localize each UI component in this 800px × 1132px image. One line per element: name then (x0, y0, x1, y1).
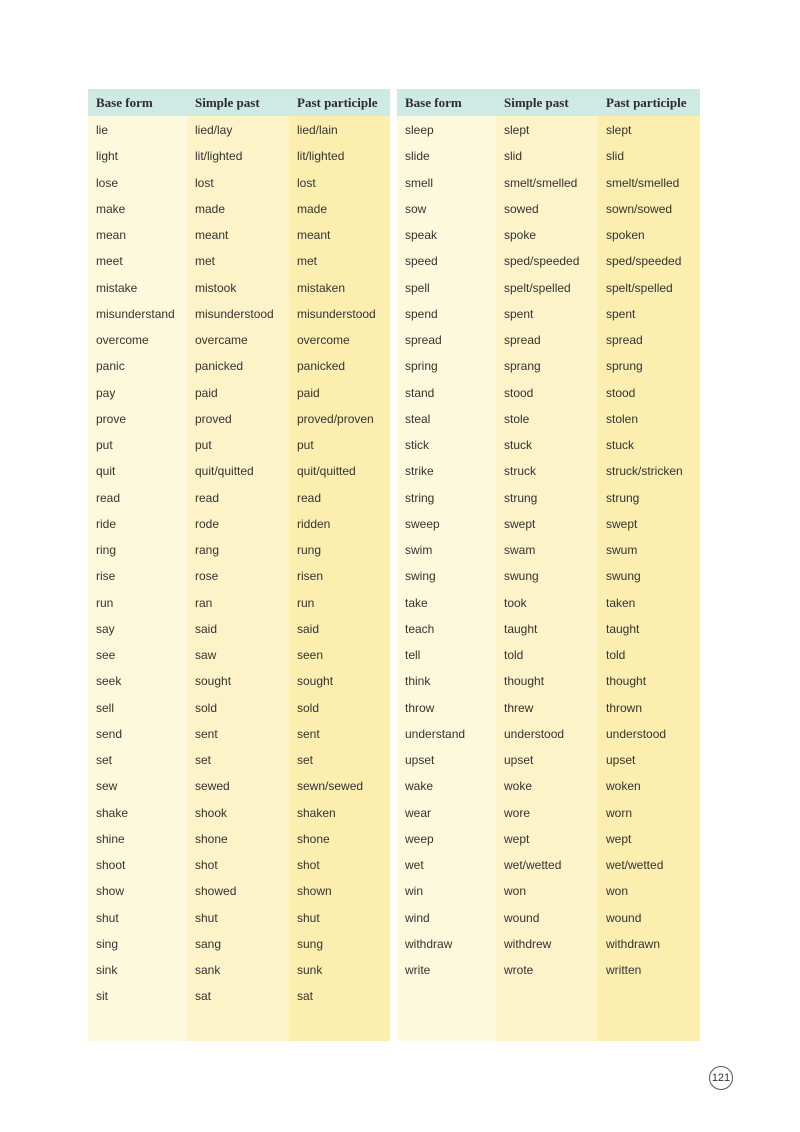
past-participle-cell: wet/wetted (606, 858, 664, 873)
table-row (88, 983, 390, 1009)
table-row (397, 931, 700, 957)
simple-past-cell: wore (504, 805, 531, 820)
past-participle-cell: slid (606, 149, 625, 164)
base-form-cell: shine (96, 831, 125, 846)
past-participle-cell: sped/speeded (606, 254, 682, 269)
base-form-cell: ride (96, 516, 117, 531)
verb-table-left (88, 89, 390, 1041)
table-row (88, 695, 390, 721)
simple-past-cell: sped/speeded (504, 254, 580, 269)
table-row (397, 485, 700, 511)
past-participle-cell: sat (297, 989, 314, 1004)
base-form-cell: teach (405, 621, 435, 636)
table-row (397, 432, 700, 458)
table-header (88, 89, 390, 116)
past-participle-cell: told (606, 648, 626, 663)
base-form-cell: pay (96, 385, 116, 400)
past-participle-cell: mistaken (297, 280, 346, 295)
past-participle-cell: shut (297, 910, 320, 925)
table-body (397, 116, 700, 1041)
past-participle-cell: quit/quitted (297, 464, 356, 479)
past-participle-cell: won (606, 884, 629, 899)
base-form-cell: show (96, 884, 125, 899)
past-participle-cell: spent (606, 306, 636, 321)
past-participle-cell: lost (297, 175, 316, 190)
simple-past-cell: sprang (504, 359, 541, 374)
past-participle-cell: sold (297, 700, 320, 715)
simple-past-cell: told (504, 648, 524, 663)
base-form-cell: speed (405, 254, 438, 269)
base-form-cell: write (405, 963, 431, 978)
base-form-cell: overcome (96, 333, 149, 348)
base-form-cell: sink (96, 963, 118, 978)
past-participle-cell: struck/stricken (606, 464, 683, 479)
past-participle-cell: taught (606, 621, 640, 636)
table-row (88, 380, 390, 406)
table-row (397, 380, 700, 406)
base-form-cell: set (96, 753, 113, 768)
simple-past-cell: took (504, 595, 527, 610)
simple-past-cell: spelt/spelled (504, 280, 571, 295)
past-participle-cell: slept (606, 123, 632, 138)
header-simple-past: Simple past (504, 94, 569, 110)
simple-past-cell: mistook (195, 280, 237, 295)
simple-past-cell: thought (504, 674, 545, 689)
table-row (397, 458, 700, 484)
base-form-cell: strike (405, 464, 434, 479)
simple-past-cell: proved (195, 411, 232, 426)
table-row (88, 957, 390, 983)
past-participle-cell: run (297, 595, 315, 610)
simple-past-cell: struck (504, 464, 537, 479)
simple-past-cell: slept (504, 123, 530, 138)
simple-past-cell: showed (195, 884, 237, 899)
header-base-form: Base form (405, 94, 462, 110)
table-row (397, 143, 700, 169)
past-participle-cell: wept (606, 831, 632, 846)
past-participle-cell: met (297, 254, 318, 269)
base-form-cell: wear (405, 805, 432, 820)
base-form-cell: upset (405, 753, 435, 768)
base-form-cell: understand (405, 726, 466, 741)
table-row (88, 852, 390, 878)
past-participle-cell: sown/sowed (606, 201, 673, 216)
table-row (88, 143, 390, 169)
base-form-cell: lose (96, 175, 119, 190)
base-form-cell: meet (96, 254, 123, 269)
table-row (88, 170, 390, 196)
table-row (397, 668, 700, 694)
past-participle-cell: overcome (297, 333, 350, 348)
table-row (397, 747, 700, 773)
simple-past-cell: wrote (504, 963, 534, 978)
simple-past-cell: sat (195, 989, 212, 1004)
base-form-cell: see (96, 648, 116, 663)
base-form-cell: spend (405, 306, 438, 321)
simple-past-cell: stood (504, 385, 534, 400)
base-form-cell: wet (405, 858, 424, 873)
base-form-cell: swim (405, 543, 433, 558)
past-participle-cell: ridden (297, 516, 331, 531)
table-row (88, 458, 390, 484)
past-participle-cell: woken (606, 779, 641, 794)
simple-past-cell: put (195, 438, 212, 453)
simple-past-cell: spread (504, 333, 541, 348)
base-form-cell: seek (96, 674, 122, 689)
simple-past-cell: taught (504, 621, 538, 636)
table-row (397, 852, 700, 878)
base-form-cell: shoot (96, 858, 126, 873)
simple-past-cell: saw (195, 648, 217, 663)
simple-past-cell: rode (195, 516, 220, 531)
table-row (88, 878, 390, 904)
past-participle-cell: taken (606, 595, 636, 610)
table-row (397, 406, 700, 432)
past-participle-cell: spread (606, 333, 643, 348)
base-form-cell: withdraw (405, 936, 453, 951)
table-row (397, 301, 700, 327)
simple-past-cell: slid (504, 149, 523, 164)
base-form-cell: send (96, 726, 123, 741)
table-row (397, 642, 700, 668)
simple-past-cell: stuck (504, 438, 533, 453)
table-row (397, 957, 700, 983)
past-participle-cell: sung (297, 936, 324, 951)
table-row (88, 222, 390, 248)
past-participle-cell: sunk (297, 963, 323, 978)
base-form-cell: make (96, 201, 126, 216)
past-participle-cell: stolen (606, 411, 639, 426)
simple-past-cell: swept (504, 516, 536, 531)
past-participle-cell: wound (606, 910, 642, 925)
base-form-cell: light (96, 149, 119, 164)
simple-past-cell: read (195, 490, 220, 505)
base-form-cell: stand (405, 385, 435, 400)
table-row (88, 301, 390, 327)
table-row (88, 248, 390, 274)
base-form-cell: tell (405, 648, 421, 663)
table-row (88, 721, 390, 747)
simple-past-cell: shone (195, 831, 228, 846)
simple-past-cell: ran (195, 595, 213, 610)
simple-past-cell: sewed (195, 779, 230, 794)
past-participle-cell: sent (297, 726, 320, 741)
simple-past-cell: meant (195, 228, 229, 243)
past-participle-cell: smelt/smelled (606, 175, 680, 190)
table-row (88, 432, 390, 458)
past-participle-cell: panicked (297, 359, 346, 374)
simple-past-cell: lit/lighted (195, 149, 243, 164)
past-participle-cell: shot (297, 858, 320, 873)
base-form-cell: shut (96, 910, 119, 925)
simple-past-cell: sowed (504, 201, 539, 216)
table-row (88, 196, 390, 222)
past-participle-cell: thrown (606, 700, 643, 715)
simple-past-cell: shot (195, 858, 218, 873)
past-participle-cell: stood (606, 385, 636, 400)
table-row (397, 721, 700, 747)
table-row (397, 353, 700, 379)
simple-past-cell: met (195, 254, 216, 269)
table-header (397, 89, 700, 116)
past-participle-cell: put (297, 438, 314, 453)
simple-past-cell: sent (195, 726, 218, 741)
base-form-cell: rise (96, 569, 116, 584)
past-participle-cell: understood (606, 726, 667, 741)
simple-past-cell: shook (195, 805, 228, 820)
table-row (397, 327, 700, 353)
simple-past-cell: swung (504, 569, 539, 584)
table-row (88, 931, 390, 957)
base-form-cell: wind (405, 910, 430, 925)
simple-past-cell: overcame (195, 333, 248, 348)
base-form-cell: sew (96, 779, 118, 794)
simple-past-cell: said (195, 621, 218, 636)
simple-past-cell: rang (195, 543, 220, 558)
past-participle-cell: shone (297, 831, 330, 846)
table-row (397, 117, 700, 143)
base-form-cell: wake (405, 779, 434, 794)
simple-past-cell: won (504, 884, 527, 899)
past-participle-cell: misunderstood (297, 306, 376, 321)
base-form-cell: throw (405, 700, 435, 715)
simple-past-cell: lied/lay (195, 123, 233, 138)
table-row (88, 537, 390, 563)
simple-past-cell: understood (504, 726, 565, 741)
past-participle-cell: stuck (606, 438, 635, 453)
base-form-cell: say (96, 621, 115, 636)
simple-past-cell: panicked (195, 359, 244, 374)
simple-past-cell: sought (195, 674, 232, 689)
simple-past-cell: stole (504, 411, 530, 426)
table-row (88, 275, 390, 301)
table-row (397, 826, 700, 852)
table-row (397, 878, 700, 904)
page-number: 121 (709, 1066, 733, 1090)
past-participle-cell: swept (606, 516, 638, 531)
table-row (88, 406, 390, 432)
base-form-cell: shake (96, 805, 129, 820)
base-form-cell: put (96, 438, 113, 453)
header-base-form: Base form (96, 94, 153, 110)
past-participle-cell: set (297, 753, 314, 768)
past-participle-cell: sought (297, 674, 334, 689)
base-form-cell: steal (405, 411, 431, 426)
base-form-cell: run (96, 595, 114, 610)
past-participle-cell: risen (297, 569, 324, 584)
simple-past-cell: wept (504, 831, 530, 846)
table-row (88, 590, 390, 616)
base-form-cell: spring (405, 359, 438, 374)
base-form-cell: string (405, 490, 435, 505)
past-participle-cell: written (606, 963, 642, 978)
past-participle-cell: lied/lain (297, 123, 338, 138)
past-participle-cell: upset (606, 753, 636, 768)
base-form-cell: smell (405, 175, 434, 190)
table-row (88, 826, 390, 852)
past-participle-cell: paid (297, 385, 320, 400)
simple-past-cell: misunderstood (195, 306, 274, 321)
simple-past-cell: shut (195, 910, 218, 925)
base-form-cell: lie (96, 123, 109, 138)
table-row (397, 248, 700, 274)
table-row (397, 170, 700, 196)
base-form-cell: swing (405, 569, 436, 584)
table-row (88, 485, 390, 511)
past-participle-cell: read (297, 490, 322, 505)
past-participle-cell: thought (606, 674, 647, 689)
simple-past-cell: spoke (504, 228, 537, 243)
table-row (397, 537, 700, 563)
header-past-participle: Past participle (297, 94, 378, 110)
header-past-participle: Past participle (606, 94, 687, 110)
simple-past-cell: threw (504, 700, 534, 715)
header-simple-past: Simple past (195, 94, 260, 110)
simple-past-cell: lost (195, 175, 214, 190)
base-form-cell: quit (96, 464, 116, 479)
past-participle-cell: shaken (297, 805, 336, 820)
table-row (397, 222, 700, 248)
simple-past-cell: woke (504, 779, 533, 794)
base-form-cell: mistake (96, 280, 138, 295)
base-form-cell: panic (96, 359, 125, 374)
verb-table-right (397, 89, 700, 1041)
simple-past-cell: upset (504, 753, 534, 768)
table-row (88, 353, 390, 379)
base-form-cell: take (405, 595, 428, 610)
simple-past-cell: withdrew (504, 936, 552, 951)
base-form-cell: stick (405, 438, 429, 453)
past-participle-cell: spelt/spelled (606, 280, 673, 295)
simple-past-cell: strung (504, 490, 538, 505)
past-participle-cell: said (297, 621, 320, 636)
past-participle-cell: sprung (606, 359, 643, 374)
table-row (397, 275, 700, 301)
past-participle-cell: strung (606, 490, 640, 505)
base-form-cell: sit (96, 989, 108, 1004)
past-participle-cell: rung (297, 543, 322, 558)
base-form-cell: prove (96, 411, 127, 426)
past-participle-cell: made (297, 201, 328, 216)
table-row (88, 668, 390, 694)
table-row (397, 773, 700, 799)
table-row (397, 616, 700, 642)
table-row (88, 327, 390, 353)
table-row (88, 616, 390, 642)
past-participle-cell: meant (297, 228, 331, 243)
simple-past-cell: set (195, 753, 212, 768)
base-form-cell: read (96, 490, 121, 505)
past-participle-cell: lit/lighted (297, 149, 345, 164)
table-row (397, 196, 700, 222)
table-body (88, 116, 390, 1041)
past-participle-cell: proved/proven (297, 411, 374, 426)
table-row (397, 511, 700, 537)
simple-past-cell: rose (195, 569, 219, 584)
base-form-cell: misunderstand (96, 306, 175, 321)
base-form-cell: sing (96, 936, 119, 951)
table-row (397, 590, 700, 616)
simple-past-cell: wet/wetted (504, 858, 562, 873)
table-row (88, 773, 390, 799)
table-row (88, 905, 390, 931)
base-form-cell: win (405, 884, 424, 899)
past-participle-cell: withdrawn (606, 936, 661, 951)
base-form-cell: ring (96, 543, 117, 558)
base-form-cell: sow (405, 201, 427, 216)
simple-past-cell: sold (195, 700, 218, 715)
past-participle-cell: shown (297, 884, 332, 899)
simple-past-cell: wound (504, 910, 540, 925)
past-participle-cell: seen (297, 648, 324, 663)
past-participle-cell: worn (606, 805, 633, 820)
base-form-cell: weep (405, 831, 434, 846)
base-form-cell: think (405, 674, 431, 689)
simple-past-cell: made (195, 201, 226, 216)
table-row (88, 117, 390, 143)
table-row (397, 905, 700, 931)
simple-past-cell: paid (195, 385, 218, 400)
base-form-cell: spread (405, 333, 442, 348)
simple-past-cell: spent (504, 306, 534, 321)
simple-past-cell: sank (195, 963, 221, 978)
base-form-cell: speak (405, 228, 438, 243)
table-row (88, 642, 390, 668)
table-row (397, 695, 700, 721)
simple-past-cell: smelt/smelled (504, 175, 578, 190)
base-form-cell: mean (96, 228, 127, 243)
past-participle-cell: sewn/sewed (297, 779, 364, 794)
past-participle-cell: swum (606, 543, 638, 558)
base-form-cell: sell (96, 700, 115, 715)
simple-past-cell: sang (195, 936, 222, 951)
table-row (88, 563, 390, 589)
past-participle-cell: swung (606, 569, 641, 584)
table-row (397, 563, 700, 589)
base-form-cell: sweep (405, 516, 440, 531)
table-row (88, 747, 390, 773)
base-form-cell: slide (405, 149, 430, 164)
simple-past-cell: swam (504, 543, 536, 558)
table-row (88, 511, 390, 537)
simple-past-cell: quit/quitted (195, 464, 254, 479)
table-row (397, 800, 700, 826)
table-row (88, 800, 390, 826)
past-participle-cell: spoken (606, 228, 645, 243)
base-form-cell: spell (405, 280, 430, 295)
base-form-cell: sleep (405, 123, 434, 138)
